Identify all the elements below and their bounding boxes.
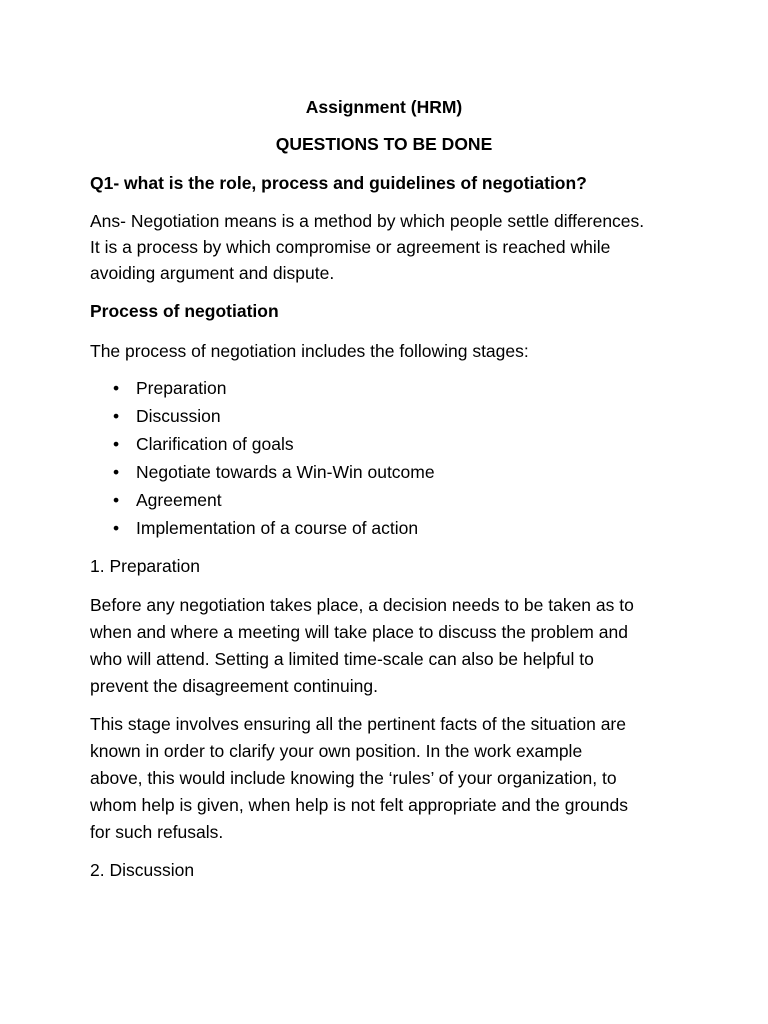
question-heading: Q1- what is the role, process and guidelines of negotiation? xyxy=(90,173,587,193)
stages-intro: The process of negotiation includes the following stages: xyxy=(90,341,529,361)
step1-heading: 1. Preparation xyxy=(90,556,200,576)
answer-line-1: Ans- Negotiation means is a method by which people settle differences. xyxy=(90,211,645,231)
bullet-icon: • xyxy=(113,462,120,482)
para2-line-3: above, this would include knowing the ‘rules’ of your organization, to xyxy=(90,768,617,788)
para1-line-4: prevent the disagreement continuing. xyxy=(90,676,378,696)
para2-line-1: This stage involves ensuring all the pertinent facts of the situation are xyxy=(90,714,626,734)
para2-line-2: known in order to clarify your own position. In the work example xyxy=(90,741,583,761)
para2-line-5: for such refusals. xyxy=(90,822,224,842)
para2-line-4: whom help is given, when help is not felt appropriate and the grounds xyxy=(90,795,628,815)
bullet-icon: • xyxy=(113,406,120,426)
bullet-icon: • xyxy=(113,434,120,454)
bullet-icon: • xyxy=(113,378,120,398)
list-item: Discussion xyxy=(136,406,221,426)
para1-line-3: who will attend. Setting a limited time-scale can also be helpful to xyxy=(90,649,594,669)
list-item: Clarification of goals xyxy=(136,434,294,454)
answer-line-2: It is a process by which compromise or agreement is reached while xyxy=(90,237,611,257)
bullet-icon: • xyxy=(113,518,120,538)
step2-heading: 2. Discussion xyxy=(90,860,195,880)
list-item: Negotiate towards a Win-Win outcome xyxy=(136,462,435,482)
answer-line-3: avoiding argument and dispute. xyxy=(90,263,335,283)
document-title: Assignment (HRM) xyxy=(305,97,463,117)
para1-line-2: when and where a meeting will take place to discuss the problem and xyxy=(90,622,628,642)
para1-line-1: Before any negotiation takes place, a decision needs to be taken as to xyxy=(90,595,634,615)
list-item: Agreement xyxy=(136,490,222,510)
list-item: Preparation xyxy=(136,378,227,398)
section-heading: Process of negotiation xyxy=(90,301,279,321)
bullet-icon: • xyxy=(113,490,120,510)
document-subtitle: QUESTIONS TO BE DONE xyxy=(275,134,493,154)
list-item: Implementation of a course of action xyxy=(136,518,419,538)
